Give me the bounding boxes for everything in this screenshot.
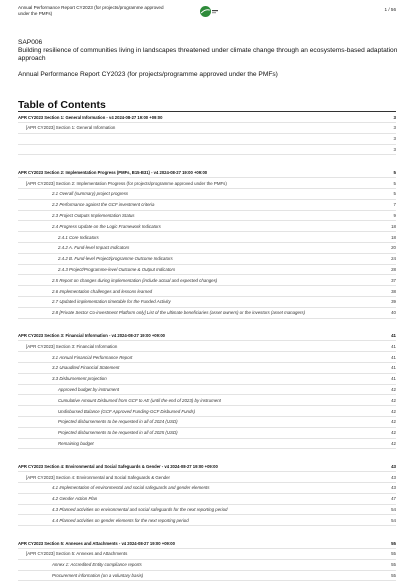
toc-entry-label: 2.2 Performance against the GCF investment criteria: [52, 202, 155, 208]
toc-entry-page: 41: [391, 376, 396, 382]
toc-entry-label: 2.4 Progress Update on the Logic Framework Indicators: [52, 223, 161, 229]
toc-entry-label: [APR CY2023] Section 4: Environmental and Social Safeguards & Gender: [26, 474, 170, 480]
toc-entry-page: 9: [393, 212, 396, 218]
toc-entry-row[interactable]: [18, 254, 396, 265]
toc-entry-row[interactable]: [18, 341, 396, 352]
toc-entry-label: 4.1 Implementation of environmental and social safeguards and gender elements: [52, 485, 210, 491]
toc-entry-label: 4.4 Planned activities on gender elements for the next reporting period: [52, 517, 189, 523]
toc-section-row[interactable]: [18, 167, 396, 178]
toc-entry-page: 42: [391, 440, 396, 446]
toc-entry-page: 39: [391, 299, 396, 305]
toc-entry-row[interactable]: [18, 428, 396, 439]
toc-entry-label: 2.4.1 Core Indicators: [58, 234, 99, 240]
toc-entry-label: 3.3 Disbursement projection: [52, 376, 107, 382]
toc-entry-row[interactable]: [18, 232, 396, 243]
toc-entry-label: 2.1 Overall (summary) project progress: [52, 191, 129, 197]
toc-entry-label: 2.7 Updated implementation timetable for the Funded Activity: [52, 299, 171, 305]
toc-entry-page: 7: [393, 202, 396, 208]
toc-entry-page: 55: [391, 572, 396, 578]
toc-entry-row[interactable]: [18, 483, 396, 494]
toc-entry-row[interactable]: [18, 417, 396, 428]
toc-entry-page: 3: [393, 114, 396, 120]
page-indicator: 1 / 56: [384, 7, 396, 12]
toc-entry-label: 2.8 [Private Sector Co-investment Platform only] List of the ultimate beneficiaries (asset owners) or the investors (asset managers): [52, 310, 306, 316]
toc-entry-page: 47: [391, 496, 396, 502]
toc-entry-page: 18: [391, 223, 396, 229]
toc-entry-label: Undisbursed Balance (GCF Approved Funding-GCF Disbursed Funds): [58, 408, 196, 414]
toc-entry-row[interactable]: [18, 395, 396, 406]
toc-entry-row[interactable]: [18, 352, 396, 363]
toc-entry-row[interactable]: [18, 264, 396, 275]
toc-entry-label: [APR CY2023] Section 3: Financial Information: [26, 343, 118, 349]
toc-entry-label: 2.5 Report on changes during implementation (include actual and expected changes): [52, 277, 218, 283]
toc-entry-row[interactable]: [18, 308, 396, 319]
toc-entry-row[interactable]: [18, 200, 396, 211]
toc-entry-row[interactable]: [18, 549, 396, 560]
toc-entry-row[interactable]: [18, 570, 396, 581]
toc-entry-page: 42: [391, 397, 396, 403]
toc-entry-label: Cumulative Amount Disbursed from GCF to AE (until the end of 2023) by instrument: [58, 397, 221, 403]
toc-entry-row[interactable]: [18, 221, 396, 232]
toc-entry-page: 43: [391, 463, 396, 469]
toc-entry-page: 43: [391, 485, 396, 491]
toc-entry-row[interactable]: [18, 210, 396, 221]
toc-entry-label: 4.3 Planned activities on environmental and social safeguards for the next reporting period: [52, 506, 228, 512]
toc-entry-page: 18: [391, 234, 396, 240]
toc-entry-row[interactable]: [18, 189, 396, 200]
toc-entry-row[interactable]: [18, 297, 396, 308]
toc-entry-label: Procurement information (on a voluntary basis): [52, 572, 144, 578]
document-subtitle: Annual Performance Report CY2023 (for projects/programme approved under the PMFs): [18, 71, 278, 78]
toc-entry-page: 42: [391, 430, 396, 436]
toc-entry-page: 42: [391, 386, 396, 392]
toc-entry-page: 5: [393, 169, 396, 175]
toc-entry-page: 40: [391, 310, 396, 316]
toc-entry-row[interactable]: [18, 560, 396, 571]
toc-entry-label: APR CY2023 Section 4: Environmental and Social Safeguards & Gender - v4 2024-08-27 19:00 +09:00: [18, 463, 218, 469]
toc-entry-page: 55: [391, 540, 396, 546]
toc-entry-label: 4.2 Gender Action Plan: [52, 496, 98, 502]
toc-section-row[interactable]: [18, 538, 396, 549]
toc-entry-label: Remaining budget: [58, 440, 94, 446]
toc-entry-page: 41: [391, 343, 396, 349]
toc-entry-page: 54: [391, 506, 396, 512]
toc-entry-page: 42: [391, 408, 396, 414]
toc-entry-page: 41: [391, 365, 396, 371]
toc-entry-label: 2.3 Project Outputs Implementation Status: [52, 212, 135, 218]
toc-section-row[interactable]: [18, 112, 396, 123]
toc-entry-label: 2.4.3 Project/Programme-level Outcome & Output Indicators: [58, 266, 176, 272]
toc-entry-page: 3: [393, 146, 396, 152]
toc-entry-label: 3.2 Unaudited Financial Statement: [52, 365, 120, 371]
toc-entry-page: 5: [393, 180, 396, 186]
toc-entry-label: APR CY2023 Section 3: Financial Information - v4 2024-08-27 19:00 +09:00: [18, 332, 165, 338]
logo-icon: [199, 5, 219, 18]
toc-entry-row[interactable]: [18, 504, 396, 515]
toc-entry-label: Approved budget by instrument: [58, 386, 120, 392]
toc-entry-page: 3: [393, 136, 396, 142]
toc-entry-label: 3.1 Annual Financial Performance Report: [52, 354, 133, 360]
toc-entry-page: 55: [391, 551, 396, 557]
toc-section-row[interactable]: [18, 330, 396, 341]
toc-heading: Table of Contents: [18, 99, 106, 111]
toc-entry-row[interactable]: [18, 374, 396, 385]
toc-entry-label: [APR CY2023] Section 5: Annexes and Attachments: [26, 551, 128, 557]
toc-entry-label: APR CY2023 Section 5: Annexes and Attachments - v4 2024-08-27 19:00 +09:00: [18, 540, 175, 546]
toc-entry-row[interactable]: [18, 406, 396, 417]
toc-entry-page: 28: [391, 266, 396, 272]
toc-entry-row[interactable]: [18, 472, 396, 483]
document-code: SAP006: [18, 39, 43, 46]
toc-entry-row[interactable]: [18, 494, 396, 505]
toc-entry-label: [APR CY2023] Section 2: Implementation Progress (for projects/programme approved under the PMFs): [26, 180, 227, 186]
toc-entry-page: 55: [391, 562, 396, 568]
toc-entry-row[interactable]: [18, 243, 396, 254]
toc-entry-row[interactable]: [18, 178, 396, 189]
toc-entry-label: 2.6 Implementation challenges and lessons learned: [52, 288, 153, 294]
toc-entry-label: [APR CY2023] Section 1: General Information: [26, 125, 116, 131]
toc-entry-page: 24: [391, 256, 396, 262]
document-title: Building resilience of communities living in landscapes threatened under climate change through an ecosystems-based adaptation approach: [18, 47, 398, 62]
toc-entry-label: Annex 1: Accredited Entity compliance reports: [52, 562, 142, 568]
toc-entry-label: 2.4.2 B. Fund-level Project/programme Outcome Indicators: [58, 256, 173, 262]
toc-entry-page: 41: [391, 332, 396, 338]
toc-entry-page: 20: [391, 245, 396, 251]
toc-entry-label: APR CY2023 Section 2: Implementation Progress (PMFs, B15-B31) - v4 2024-08-27 19:00 +09:00: [18, 169, 208, 175]
toc-entry-page: 54: [391, 517, 396, 523]
toc-entry-row[interactable]: [18, 515, 396, 526]
toc-entry-page: 43: [391, 474, 396, 480]
toc-entry-row[interactable]: [18, 144, 396, 155]
toc-entry-page: 3: [393, 125, 396, 131]
header-report-title: Annual Performance Report CY2023 (for projects/programme approved under the PMFs): [18, 5, 164, 16]
toc-entry-label: 2.4.2 A. Fund-level Impact Indicators: [58, 245, 130, 251]
toc-entry-page: 41: [391, 354, 396, 360]
toc-entry-label: Projected disbursements to be requested in all of 2025 (USD): [58, 430, 178, 436]
toc-entry-row[interactable]: [18, 438, 396, 449]
toc-entry-row[interactable]: [18, 123, 396, 134]
toc-entry-page: 38: [391, 288, 396, 294]
toc-entry-label: Projected disbursements to be requested in all of 2024 (USD): [58, 419, 178, 425]
toc-entry-row[interactable]: [18, 275, 396, 286]
toc-entry-page: 42: [391, 419, 396, 425]
toc-section-row[interactable]: [18, 461, 396, 472]
toc-entry-page: 5: [393, 191, 396, 197]
toc-entry-page: 37: [391, 277, 396, 283]
toc-entry-row[interactable]: [18, 363, 396, 374]
toc-entry-label: APR CY2023 Section 1: General Information - v4 2024-08-27 19:00 +09:00: [18, 114, 163, 120]
toc-entry-row[interactable]: [18, 134, 396, 145]
toc-entry-row[interactable]: [18, 384, 396, 395]
toc-entry-row[interactable]: [18, 286, 396, 297]
